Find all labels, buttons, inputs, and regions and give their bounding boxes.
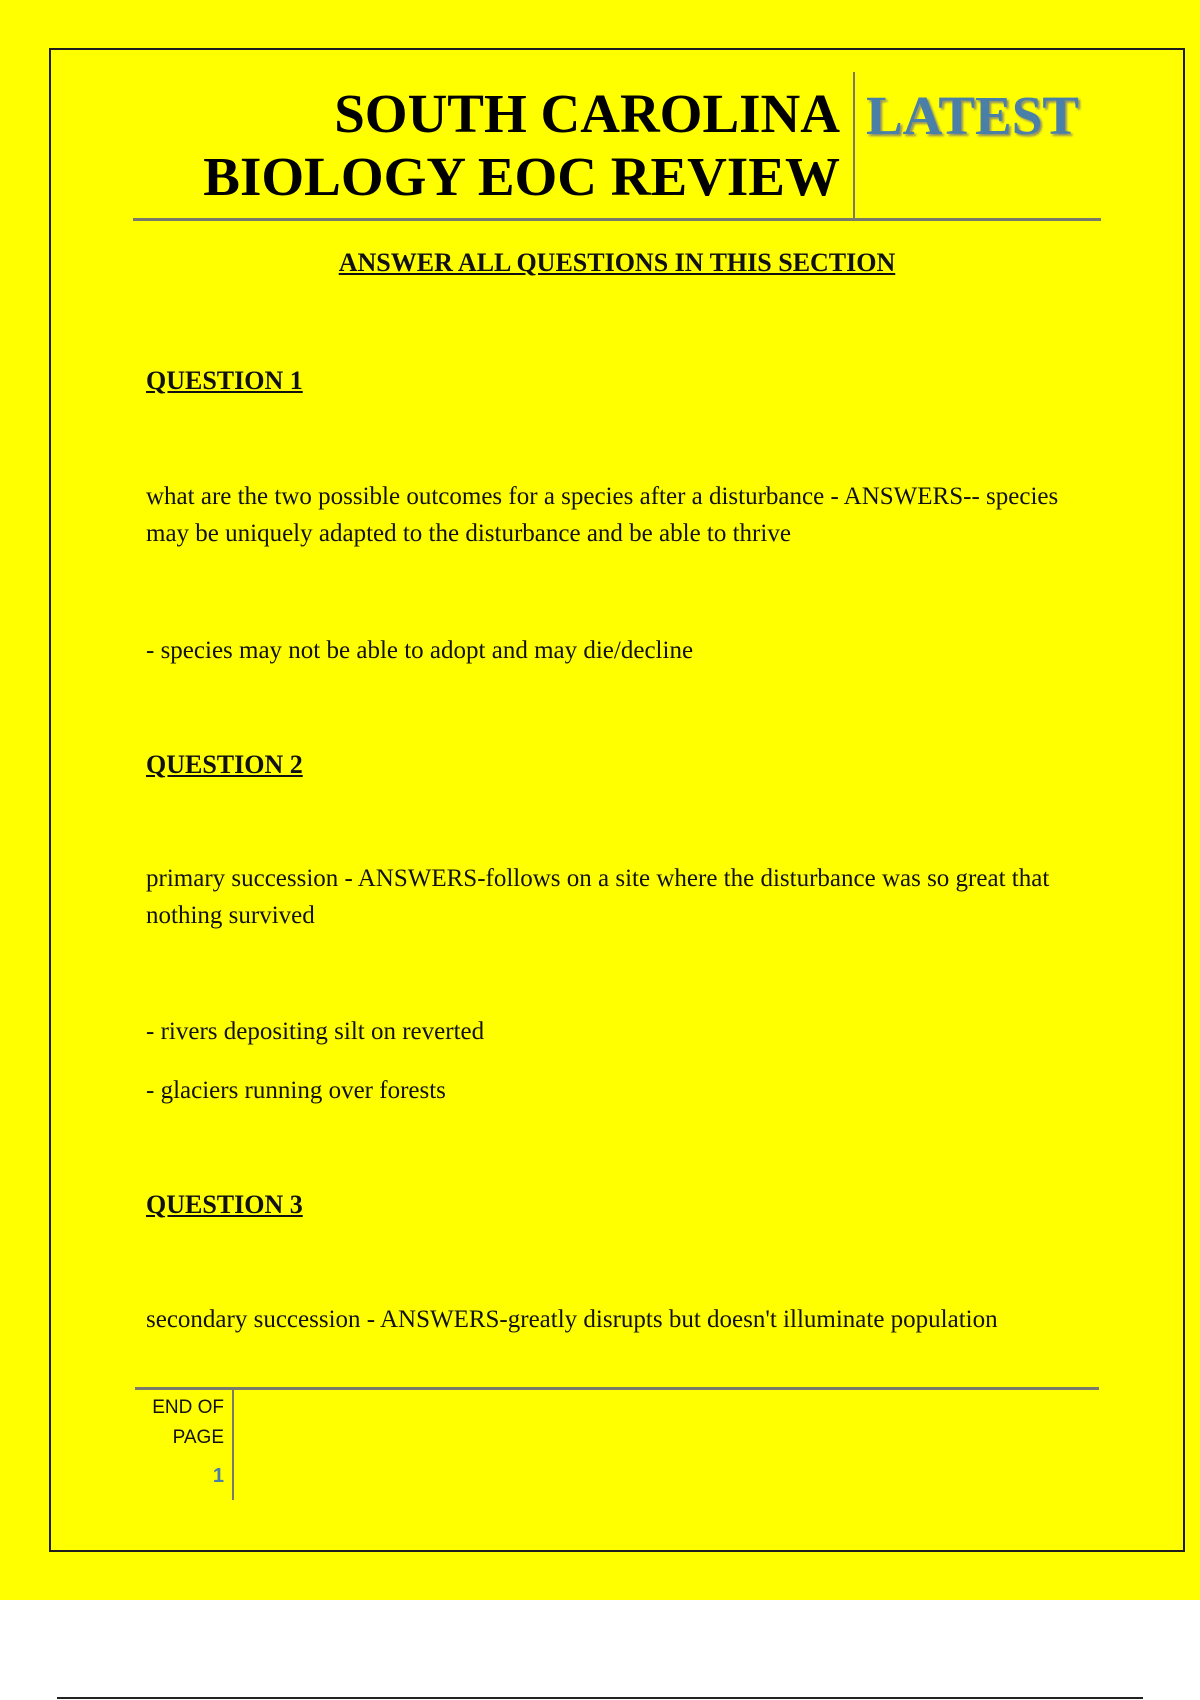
- end-of-page-label: [120, 1393, 224, 1453]
- question-2-heading: QUESTION 2: [146, 750, 303, 779]
- header-rule: [133, 218, 1101, 221]
- next-page-rule: [57, 1697, 1143, 1699]
- end-of-page-line-2: PAGE: [172, 1427, 224, 1448]
- question-2-answer-point-2: - glaciers running over forests: [146, 1077, 446, 1104]
- latest-tag: LATEST: [866, 85, 1079, 146]
- question-3-heading: QUESTION 3: [146, 1190, 303, 1219]
- question-3-answer: secondary succession - ANSWERS-greatly disrupts but doesn't illuminate population: [146, 1306, 998, 1333]
- question-1-answer: what are the two possible outcomes for a species after a disturbance - ANSWERS-- species may be uniquely adapted to the disturbance and be able to thrive: [146, 483, 1059, 547]
- title-line-1: SOUTH CAROLINA: [334, 83, 840, 144]
- footer-rule: [135, 1387, 1099, 1390]
- question-2-answer: primary succession - ANSWERS-follows on a site where the disturbance was so great that nothing survived: [146, 865, 1050, 929]
- header-divider: [853, 72, 855, 218]
- question-1-heading: QUESTION 1: [146, 366, 303, 395]
- title-line-2: BIOLOGY EOC REVIEW: [203, 146, 840, 207]
- question-2-answer-point-1: - rivers depositing silt on reverted: [146, 1018, 485, 1045]
- page-number: 1: [212, 1465, 224, 1487]
- end-of-page-line-1: END OF: [152, 1397, 224, 1418]
- document-title: [150, 82, 840, 208]
- section-instruction: ANSWER ALL QUESTIONS IN THIS SECTION: [338, 248, 896, 277]
- footer-divider: [232, 1390, 234, 1500]
- question-1-answer-point: - species may not be able to adopt and may die/decline: [146, 637, 694, 664]
